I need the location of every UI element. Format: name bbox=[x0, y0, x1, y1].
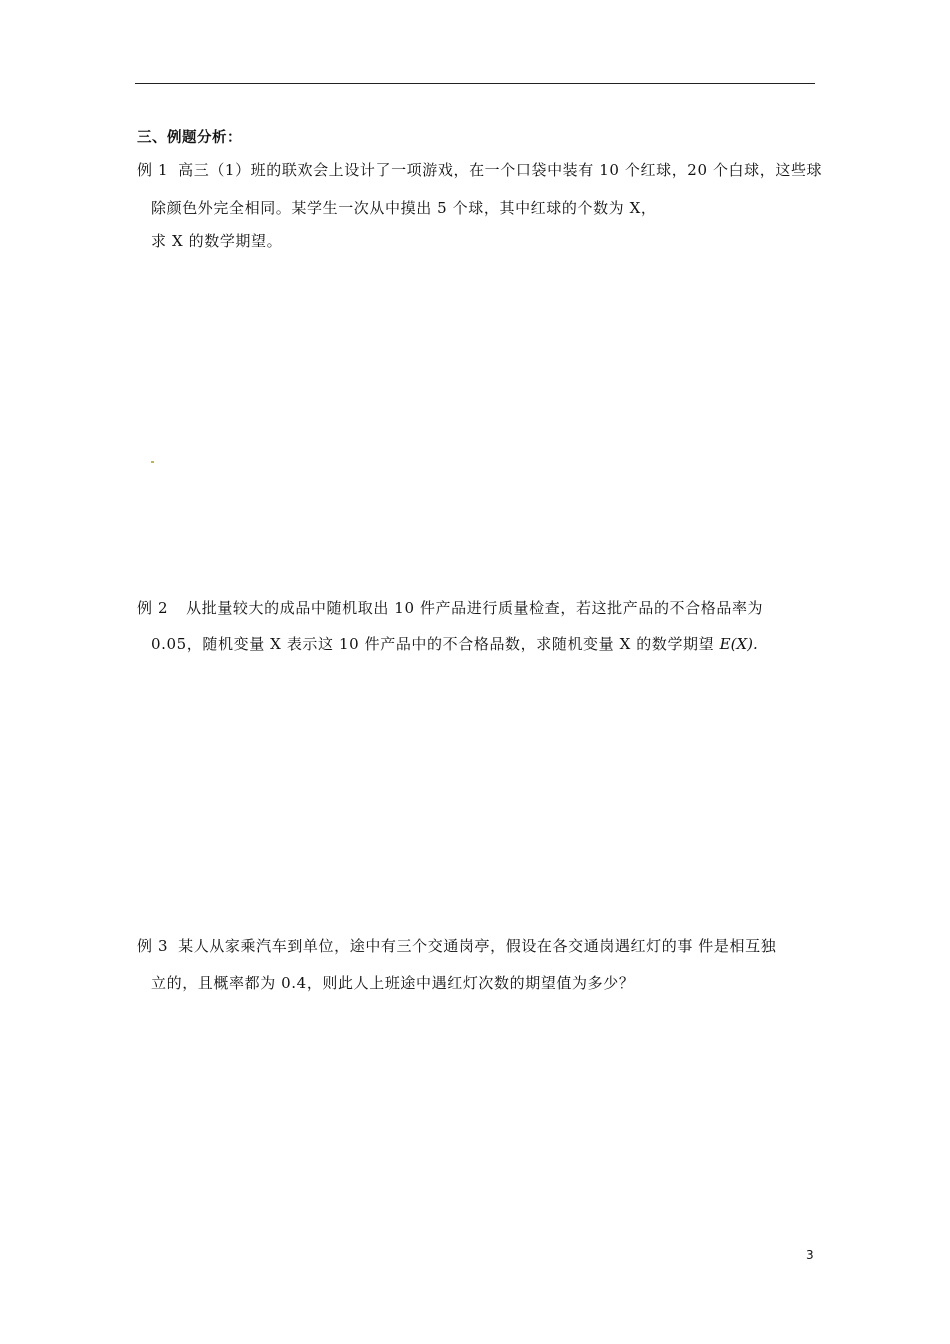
header-rule bbox=[135, 83, 815, 84]
stray-mark bbox=[151, 461, 154, 463]
page-number: 3 bbox=[806, 1248, 814, 1262]
example-2-line-1 bbox=[137, 598, 763, 618]
example-1-line-1 bbox=[137, 160, 822, 180]
example-2-text-1: 从批量较大的成品中随机取出 10 件产品进行质量检查，若这批产品的不合格品率为 bbox=[186, 599, 764, 617]
example-1-text-1: 高三（1）班的联欢会上设计了一项游戏，在一个口袋中装有 10 个红球，20 个白球，这些球 bbox=[178, 161, 823, 179]
expectation-formula: E(X). bbox=[719, 635, 758, 653]
example-1-label: 例 1 bbox=[137, 161, 169, 179]
section-heading: 三、例题分析： bbox=[137, 130, 242, 146]
example-3-label: 例 3 bbox=[137, 937, 169, 955]
example-3-text-1: 某人从家乘汽车到单位，途中有三个交通岗亭，假设在各交通岗遇红灯的事 件是相互独 bbox=[178, 937, 777, 955]
example-3-line-2: 立的，且概率都为 0.4，则此人上班途中遇红灯次数的期望值为多少？ bbox=[151, 974, 635, 992]
example-1-line-3: 求 X 的数学期望。 bbox=[151, 232, 283, 250]
example-1-line-2: 除颜色外完全相同。某学生一次从中摸出 5 个球，其中红球的个数为 X， bbox=[151, 199, 657, 217]
example-2-line-2 bbox=[151, 634, 758, 654]
example-2-text-2: 0.05，随机变量 X 表示这 10 件产品中的不合格品数，求随机变量 X 的数学期望 bbox=[151, 635, 715, 653]
example-2-label: 例 2 bbox=[137, 599, 169, 617]
example-3-line-1 bbox=[137, 936, 776, 956]
